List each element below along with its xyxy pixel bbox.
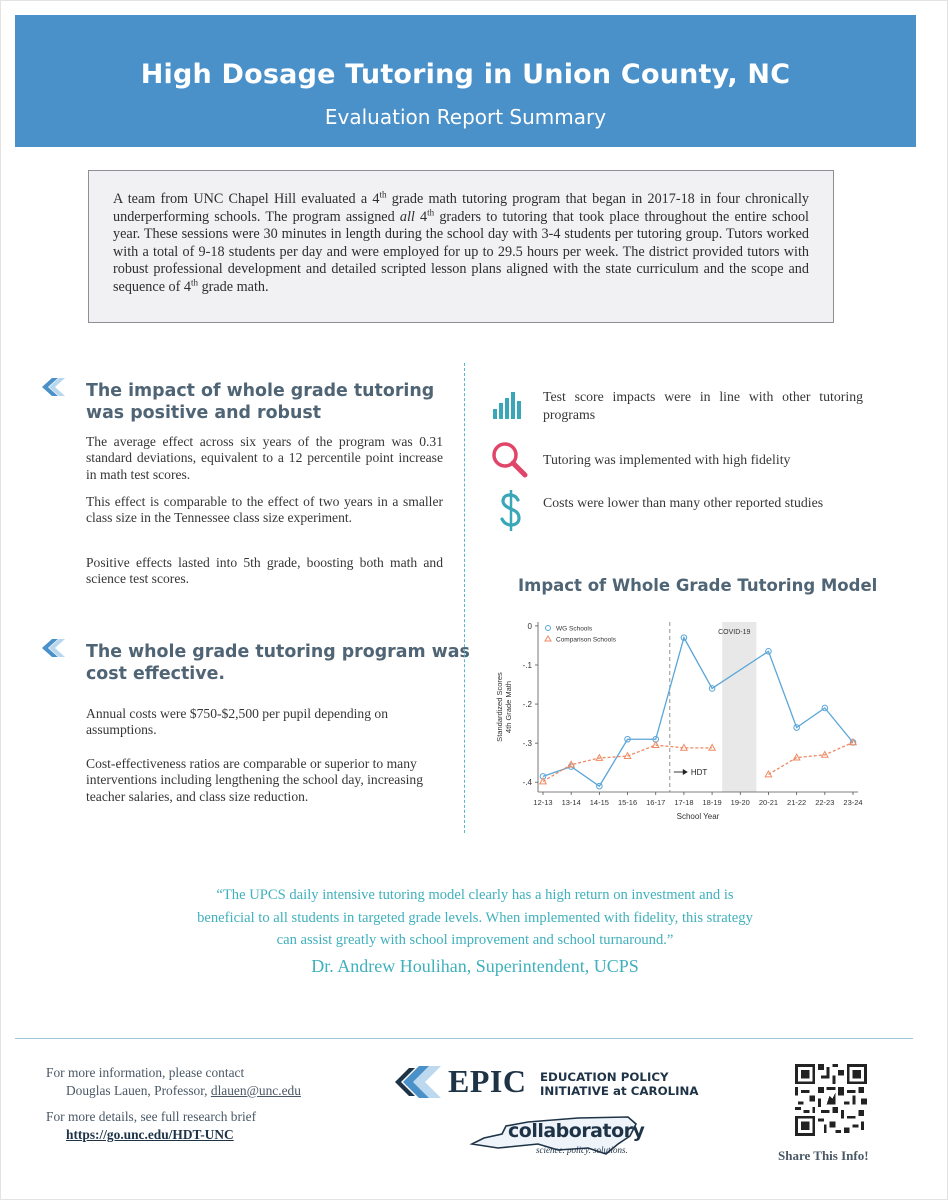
covid-shade xyxy=(722,622,756,792)
x-tick-label: 15-16 xyxy=(617,798,638,807)
impact-title-line-2: was positive and robust xyxy=(86,403,322,423)
intro-emphasis: all xyxy=(399,208,415,225)
epic-subtitle-line-1: EDUCATION POLICY xyxy=(540,1070,669,1084)
intro-text-5: grade math. xyxy=(198,278,269,295)
covid-label: COVID-19 xyxy=(718,629,751,636)
double-chevron-left-icon xyxy=(40,637,70,659)
x-tick-label: 19-20 xyxy=(730,798,750,807)
contact-name: Douglas Lauen, Professor, xyxy=(66,1083,211,1098)
quote-attribution: Dr. Andrew Houlihan, Superintendent, UCPS xyxy=(311,956,639,976)
page-title: High Dosage Tutoring in Union County, NC xyxy=(140,59,791,90)
cost-paragraph-1: Annual costs were $750-$2,500 per pupil depending on assumptions. xyxy=(86,706,389,738)
cost-title-line-1: The whole grade tutoring program was xyxy=(86,642,470,662)
bar-chart-icon xyxy=(491,389,525,421)
intro-text-3: 4 xyxy=(414,208,428,225)
intro-text-1: A team from UNC Chapel Hill evaluated a 4 xyxy=(113,191,380,207)
impact-line-chart xyxy=(488,612,878,842)
cost-title-line-2: cost effective. xyxy=(86,664,225,684)
x-tick-label: 18-19 xyxy=(702,798,722,807)
series-line xyxy=(768,742,853,774)
series-line xyxy=(543,638,853,787)
legend-label: Comparison Schools xyxy=(556,636,616,644)
epic-logo-subtitle xyxy=(540,1070,699,1098)
qr-code-icon[interactable] xyxy=(795,1064,867,1136)
x-tick-label: 17-18 xyxy=(674,798,694,807)
x-tick-label: 20-21 xyxy=(758,798,779,807)
double-chevron-left-icon xyxy=(40,376,70,398)
collaboratory-tagline: science. policy. solutions. xyxy=(536,1145,628,1155)
share-label: Share This Info! xyxy=(778,1148,869,1163)
legend-label: WG Schools xyxy=(556,625,593,633)
comparison-point xyxy=(709,744,715,750)
y-tick-label: -.3 xyxy=(522,739,532,749)
magnifier-icon xyxy=(490,440,530,480)
dollar-icon xyxy=(496,488,526,534)
epic-subtitle-line-2: INITIATIVE at CAROLINA xyxy=(540,1084,699,1098)
contact-prompt: For more information, please contact xyxy=(46,1065,245,1080)
y-tick-label: -.2 xyxy=(522,700,532,710)
epic-logo-text: EPIC xyxy=(448,1063,527,1099)
contact-line xyxy=(66,1083,301,1099)
header-banner xyxy=(15,15,916,147)
impact-paragraph-2: This effect is comparable to the effect of two years in a smaller class size in the Tennessee class size experiment. xyxy=(86,494,443,526)
y-tick-label: -.4 xyxy=(522,778,532,788)
impact-title-line-1: The impact of whole grade tutoring xyxy=(86,381,435,401)
quote-block xyxy=(100,884,850,952)
research-brief-link[interactable]: https://go.unc.edu/HDT-UNC xyxy=(66,1127,234,1142)
impact-paragraph-3: Positive effects lasted into 5th grade, boosting both math and science test scores. xyxy=(86,555,443,587)
intro-sup-2: th xyxy=(427,206,435,217)
brief-link-row xyxy=(66,1127,234,1143)
collaboratory-logo-text: collaboratory xyxy=(508,1120,645,1142)
x-tick-label: 23-24 xyxy=(843,798,863,807)
quote-line-3: can assist greatly with school improvement and school turnaround.” xyxy=(276,932,674,948)
y-axis-label: Standardized Scores4th Grade Math xyxy=(495,672,513,742)
page-subtitle: Evaluation Report Summary xyxy=(324,105,607,129)
x-tick-label: 14-15 xyxy=(589,798,609,807)
legend-wg-marker xyxy=(546,626,551,631)
chart-title: Impact of Whole Grade Tutoring Model xyxy=(518,576,878,595)
footer-rule xyxy=(15,1038,913,1039)
intro-sup-3: th xyxy=(191,277,199,288)
details-prompt: For more details, see full research brief xyxy=(46,1109,257,1124)
quote-line-2: beneficial to all students in targeted grade levels. When implemented with fidelity, this strategy xyxy=(197,909,753,926)
x-tick-label: 22-23 xyxy=(815,798,835,807)
intro-box xyxy=(88,170,834,323)
quote-line-1: “The UPCS daily intensive tutoring model clearly has a high return on investment and is xyxy=(216,887,734,903)
hdt-label: HDT xyxy=(690,768,708,777)
finding-test-scores: Test score impacts were in line with other tutoring programs xyxy=(543,389,863,422)
contact-email-link[interactable]: dlauen@unc.edu xyxy=(210,1083,301,1098)
intro-text-4: graders to tutoring that took place throughout the entire school year. These sessions were 30 minutes in length during the school day with 3-4 students per tutoring group. Tutors worked with a total of 9-18 students per day and were employed for up to 29.5 hours per week. The district provided tutors with robust professional development and detailed scripted lesson plans aligned with the state curriculum and the scope and sequence of 4 xyxy=(113,208,809,295)
intro-text-2: grade math tutoring program that began in 2017-18 in four chronically underperforming schools. The program assigned xyxy=(113,191,809,225)
finding-costs: Costs were lower than many other reported studies xyxy=(543,495,824,510)
x-tick-label: 16-17 xyxy=(646,798,666,807)
finding-fidelity: Tutoring was implemented with high fidelity xyxy=(543,452,791,467)
x-tick-label: 13-14 xyxy=(561,798,581,807)
column-divider xyxy=(464,363,465,833)
impact-paragraph-1: The average effect across six years of the program was 0.31 standard deviations, equivalent to a 12 percentile point increase in math test scores. xyxy=(86,434,443,482)
epic-chevron-logo-icon xyxy=(393,1062,447,1102)
cost-section-title xyxy=(86,641,470,685)
y-tick-label: -.1 xyxy=(522,660,532,670)
x-axis-label: School Year xyxy=(676,812,720,821)
x-tick-label: 12-13 xyxy=(533,798,553,807)
cost-paragraph-2: Cost-effectiveness ratios are comparable or superior to many interventions including lengthening the school day, increasing teacher salaries, and class size reduction. xyxy=(86,756,423,804)
impact-section-title xyxy=(86,380,434,424)
y-tick-label: 0 xyxy=(527,621,532,631)
legend-comparison-marker xyxy=(545,636,551,641)
hdt-arrowhead xyxy=(683,769,688,775)
x-tick-label: 21-22 xyxy=(787,798,807,807)
intro-sup-1: th xyxy=(379,189,387,200)
